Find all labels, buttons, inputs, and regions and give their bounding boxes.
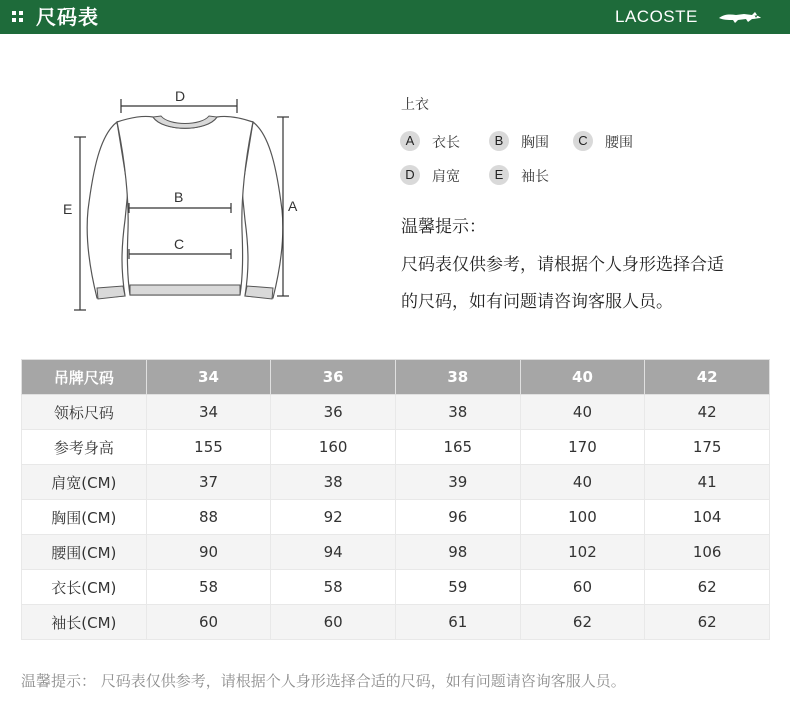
label-d: D: [175, 88, 186, 104]
legend-label: 腰围: [605, 135, 633, 151]
table-row: [22, 535, 770, 570]
label-c: C: [174, 236, 185, 252]
legend-badge: A: [400, 131, 420, 151]
table-header-cell: 36: [271, 360, 396, 395]
table-cell: 袖长(CM): [22, 605, 147, 640]
size-table: [21, 359, 770, 640]
label-e: E: [63, 201, 73, 217]
sweater-diagram: [55, 80, 315, 320]
table-cell: 155: [146, 430, 271, 465]
legend-label: 肩宽: [432, 169, 460, 185]
table-cell: 胸围(CM): [22, 500, 147, 535]
table-cell: 衣长(CM): [22, 570, 147, 605]
legend-badge: D: [400, 165, 420, 185]
table-cell: 36: [271, 395, 396, 430]
tip-line: 尺码表仅供参考，请根据个人身形选择合适: [401, 255, 724, 275]
brand-name: LACOSTE: [615, 7, 698, 26]
tip-line: 的尺码，如有问题请咨询客服人员。: [401, 292, 673, 312]
table-header-cell: 吊牌尺码: [22, 360, 147, 395]
table-cell: 62: [520, 605, 645, 640]
table-row: [22, 605, 770, 640]
crocodile-logo: [718, 9, 762, 25]
label-b: B: [174, 189, 184, 205]
legend-badge: B: [489, 131, 509, 151]
table-cell: 60: [271, 605, 396, 640]
label-a: A: [288, 198, 298, 214]
table-cell: 102: [520, 535, 645, 570]
table-cell: 98: [395, 535, 520, 570]
page-title: 尺码表: [36, 5, 99, 29]
table-cell: 60: [146, 605, 271, 640]
table-cell: 104: [645, 500, 770, 535]
tip-title: 温馨提示：: [401, 217, 486, 237]
grid-icon: [12, 11, 24, 23]
legend-label: 衣长: [432, 135, 460, 151]
table-header-row: [22, 360, 770, 395]
table-header-cell: 34: [146, 360, 271, 395]
table-cell: 58: [271, 570, 396, 605]
table-cell: 60: [520, 570, 645, 605]
table-cell: 62: [645, 570, 770, 605]
table-cell: 175: [645, 430, 770, 465]
table-cell: 100: [520, 500, 645, 535]
table-cell: 160: [271, 430, 396, 465]
table-cell: 62: [645, 605, 770, 640]
table-cell: 41: [645, 465, 770, 500]
table-cell: 170: [520, 430, 645, 465]
footer-note: 温馨提示： 尺码表仅供参考，请根据个人身形选择合适的尺码，如有问题请咨询客服人员。: [21, 672, 626, 690]
table-header-cell: 40: [520, 360, 645, 395]
table-cell: 肩宽(CM): [22, 465, 147, 500]
table-header-cell: 42: [645, 360, 770, 395]
table-row: [22, 500, 770, 535]
legend-badge: C: [573, 131, 593, 151]
table-cell: 106: [645, 535, 770, 570]
table-cell: 61: [395, 605, 520, 640]
table-cell: 92: [271, 500, 396, 535]
table-cell: 165: [395, 430, 520, 465]
table-header-cell: 38: [395, 360, 520, 395]
table-cell: 40: [520, 465, 645, 500]
table-cell: 96: [395, 500, 520, 535]
legend-label: 胸围: [521, 135, 549, 151]
legend-badge: E: [489, 165, 509, 185]
table-row: [22, 570, 770, 605]
table-cell: 38: [271, 465, 396, 500]
table-cell: 40: [520, 395, 645, 430]
table-cell: 58: [146, 570, 271, 605]
table-row: [22, 465, 770, 500]
table-row: [22, 430, 770, 465]
header-bar: [0, 0, 790, 34]
legend-label: 袖长: [521, 169, 549, 185]
table-cell: 88: [146, 500, 271, 535]
table-cell: 领标尺码: [22, 395, 147, 430]
table-cell: 59: [395, 570, 520, 605]
legend-title: 上衣: [401, 97, 429, 113]
table-cell: 90: [146, 535, 271, 570]
table-cell: 腰围(CM): [22, 535, 147, 570]
table-cell: 42: [645, 395, 770, 430]
table-cell: 38: [395, 395, 520, 430]
table-cell: 94: [271, 535, 396, 570]
table-cell: 39: [395, 465, 520, 500]
table-cell: 34: [146, 395, 271, 430]
table-cell: 参考身高: [22, 430, 147, 465]
table-cell: 37: [146, 465, 271, 500]
table-row: [22, 395, 770, 430]
